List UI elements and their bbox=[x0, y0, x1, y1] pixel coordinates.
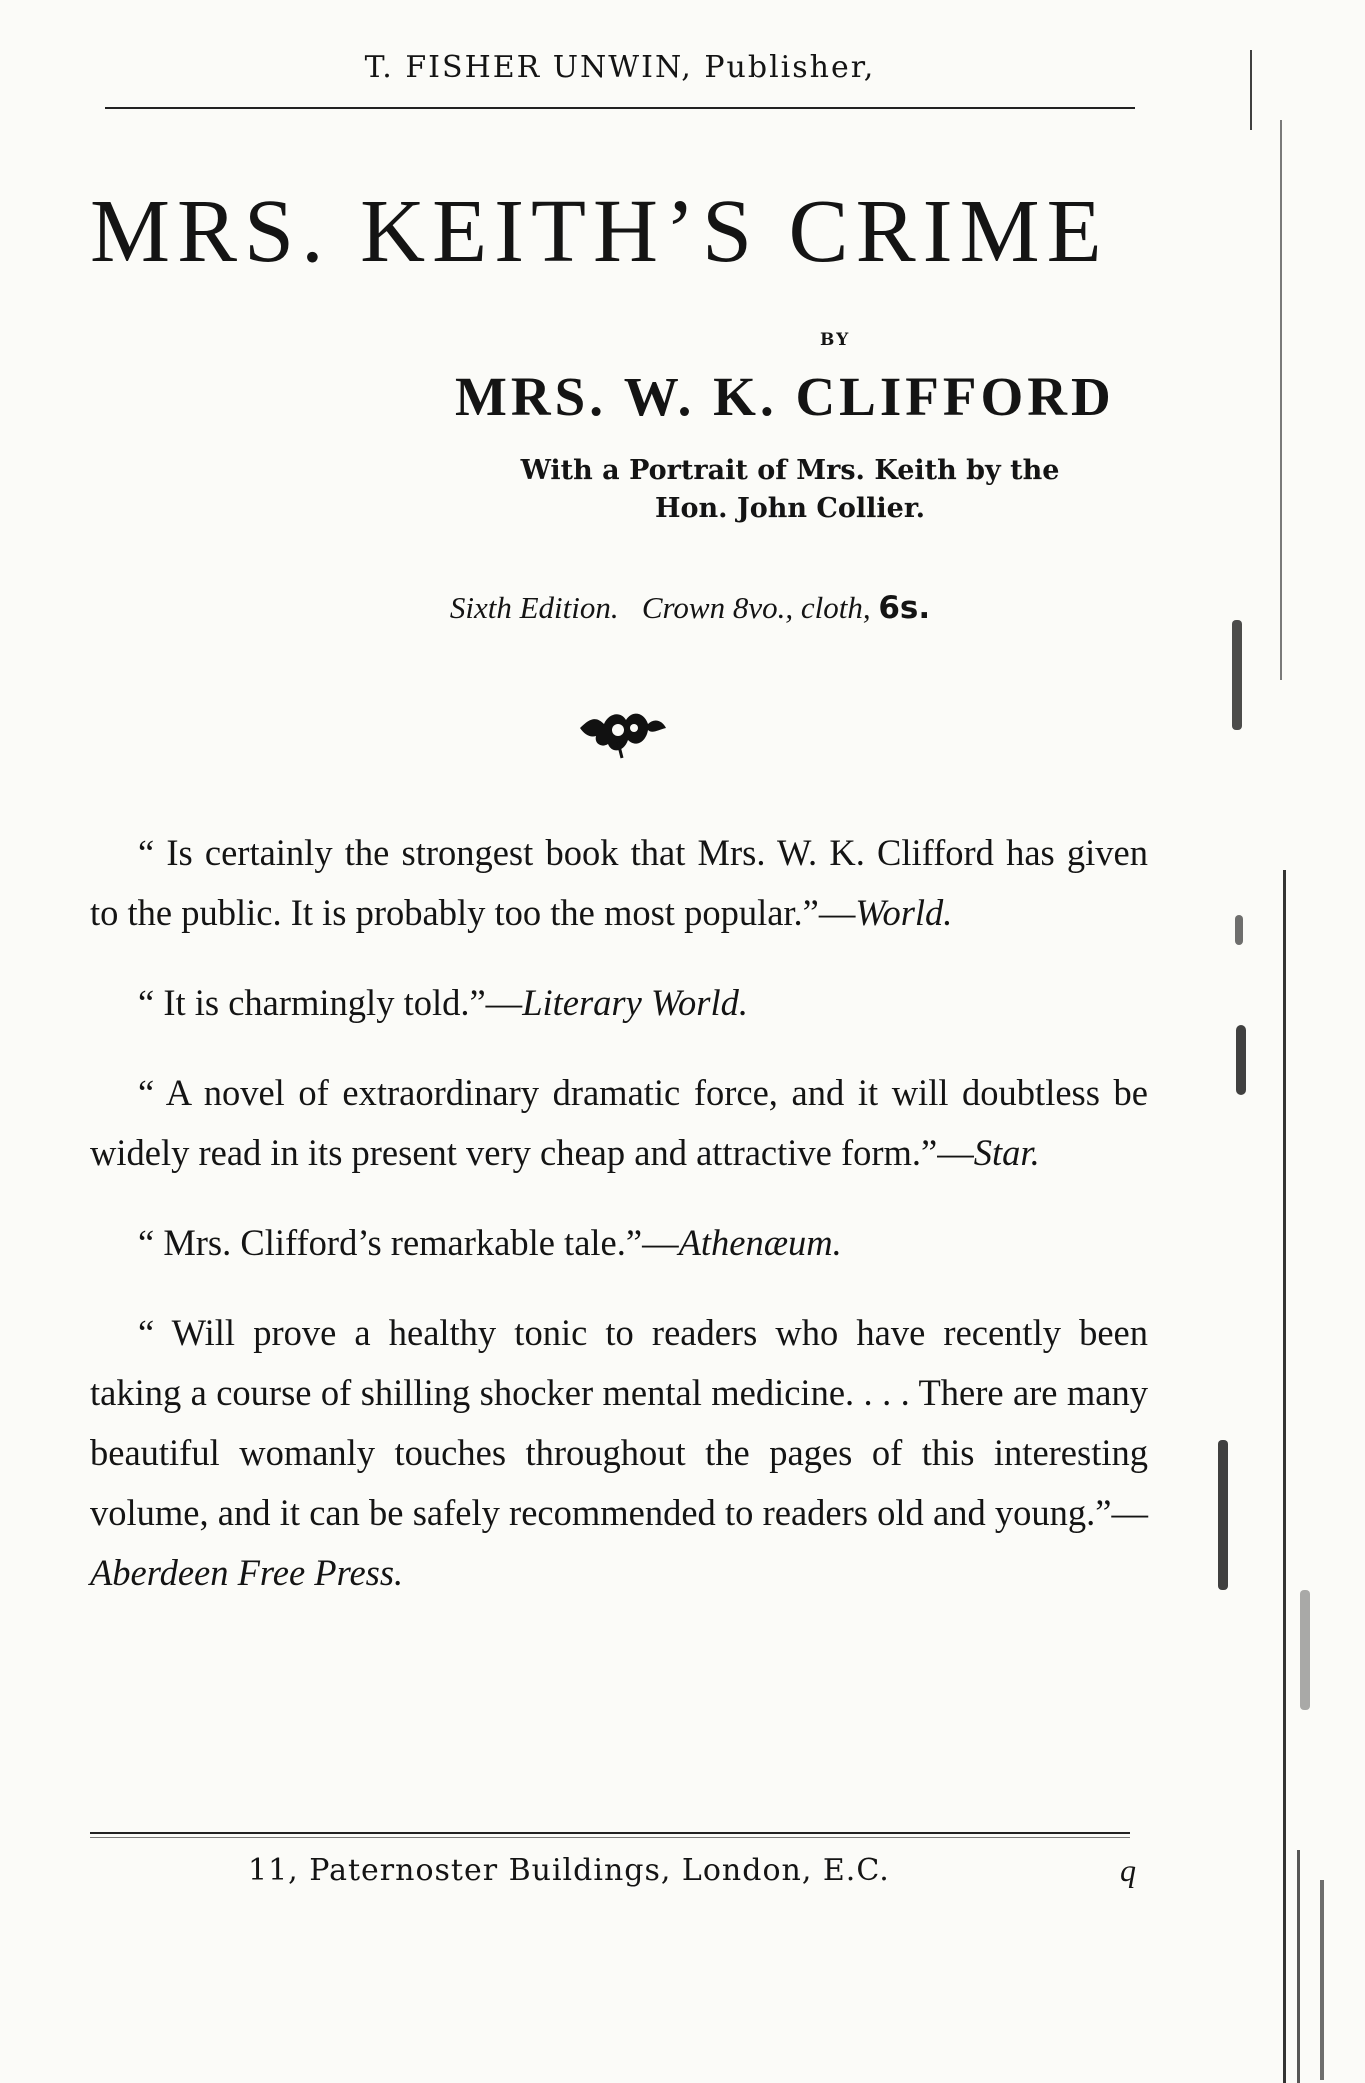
price-label: 6s. bbox=[878, 590, 931, 626]
portrait-note bbox=[470, 452, 1110, 528]
review-source: Athenæum. bbox=[678, 1222, 842, 1263]
binding-edge-line bbox=[1320, 1880, 1324, 2080]
header-rule bbox=[105, 107, 1135, 109]
portrait-note-line-1: With a Portrait of Mrs. Keith by the bbox=[520, 455, 1060, 486]
by-label: BY bbox=[820, 330, 851, 350]
review-source: Literary World. bbox=[522, 982, 748, 1023]
floral-ornament-icon bbox=[578, 700, 668, 760]
binding-edge-line bbox=[1280, 120, 1282, 680]
review-source: World. bbox=[855, 892, 953, 933]
review-quote: “ It is charmingly told.”— bbox=[138, 982, 523, 1023]
binding-smudge bbox=[1218, 1440, 1228, 1590]
review-source: Aberdeen Free Press. bbox=[90, 1552, 404, 1593]
review-quote: “ Is certainly the strongest book that Mrs. W. K. Clifford has given to the public. It is probably too the most popular.”— bbox=[90, 832, 1148, 933]
book-title: MRS. KEITH’S CRIME bbox=[90, 182, 1109, 281]
review-star bbox=[90, 1063, 1148, 1183]
binding-edge-line bbox=[1283, 870, 1286, 2083]
publisher-address: 11, Paternoster Buildings, London, E.C. bbox=[248, 1853, 890, 1888]
review-source: Star. bbox=[973, 1132, 1040, 1173]
portrait-note-line-2: Hon. John Collier. bbox=[655, 493, 925, 524]
publisher-header: T. FISHER UNWIN, Publisher, bbox=[364, 50, 876, 85]
binding-smudge bbox=[1300, 1590, 1310, 1710]
footer-rule-thin bbox=[90, 1837, 1130, 1838]
edition-label: Sixth Edition. bbox=[449, 590, 619, 625]
binding-smudge bbox=[1232, 620, 1242, 730]
format-label: Crown 8vo., cloth, bbox=[641, 590, 871, 625]
review-aberdeen-free-press bbox=[90, 1303, 1148, 1603]
author-name: MRS. W. K. CLIFFORD bbox=[455, 366, 1115, 427]
footer-rule bbox=[90, 1832, 1130, 1834]
review-quote: “ Mrs. Clifford’s remarkable tale.”— bbox=[138, 1222, 679, 1263]
review-quote: “ A novel of extraordinary dramatic force, and it will doubtless be widely read in its present very cheap and attractive form.”— bbox=[90, 1072, 1148, 1173]
edition-line bbox=[330, 590, 1050, 626]
binding-edge-line bbox=[1250, 50, 1252, 130]
review-world bbox=[90, 823, 1148, 943]
review-athenaeum bbox=[90, 1213, 1148, 1273]
binding-edge-line bbox=[1297, 1850, 1300, 2083]
binding-smudge bbox=[1235, 915, 1243, 945]
review-quote: “ Will prove a healthy tonic to readers who have recently been taking a course of shilling shocker mental medicine. . . . There are many beautiful womanly touches throughout the pages of this interesting volume, and it can be safely recommended to readers old and young.”— bbox=[90, 1312, 1148, 1533]
binding-smudge bbox=[1236, 1025, 1246, 1095]
press-reviews bbox=[90, 823, 1148, 1633]
signature-mark: q bbox=[1120, 1852, 1136, 1888]
review-literary-world bbox=[90, 973, 1148, 1033]
